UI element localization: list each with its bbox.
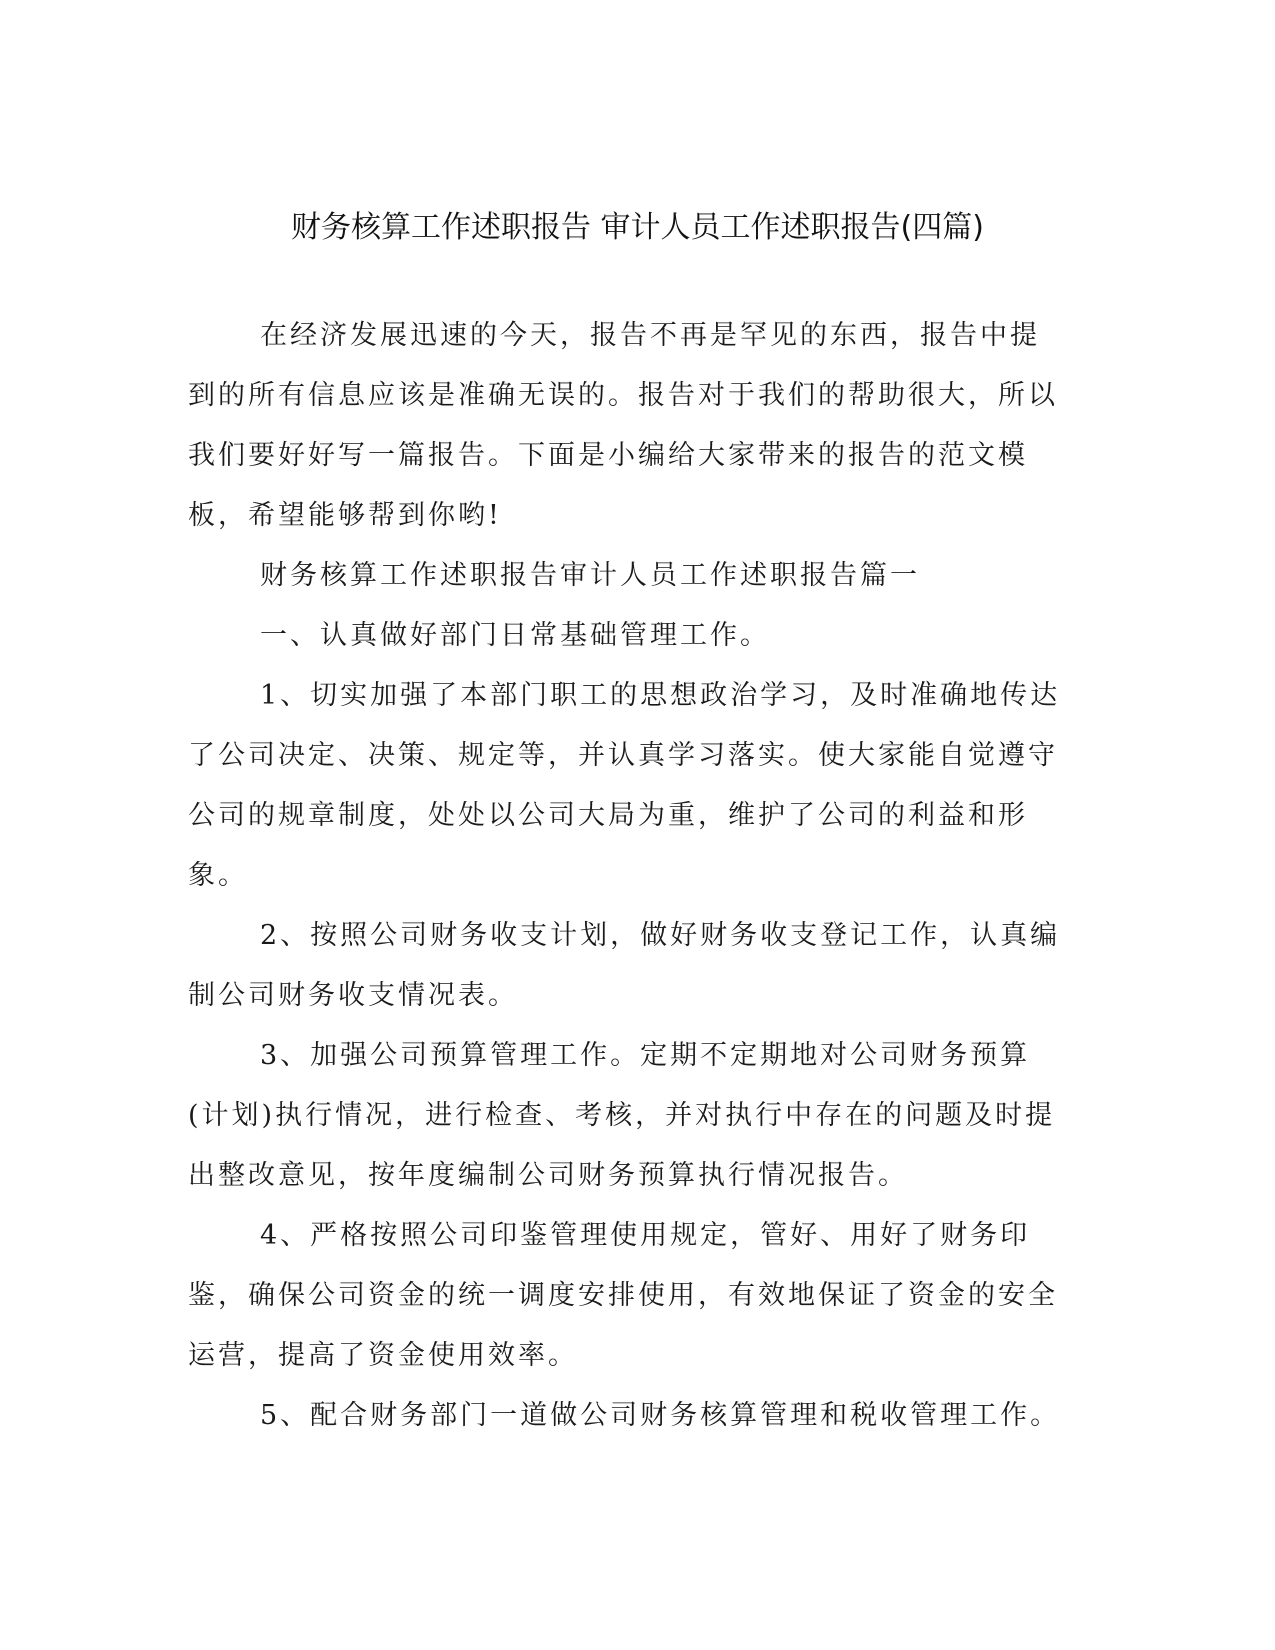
item-paragraph-3: 3、加强公司预算管理工作。定期不定期地对公司财务预算(计划)执行情况，进行检查、考核，并对执行中存在的问题及时提出整改意见，按年度编制公司财务预算执行情况报告。 bbox=[188, 1040, 1056, 1191]
subheading-daily-management: 一、认真做好部门日常基础管理工作。 bbox=[260, 620, 770, 651]
intro-paragraph: 在经济发展迅速的今天，报告不再是罕见的东西，报告中提到的所有信息应该是准确无误的。报告对于我们的帮助很大，所以我们要好好写一篇报告。下面是小编给大家带来的报告的范文模板，希望能够帮到你哟! bbox=[188, 320, 1058, 531]
item-paragraph-1: 1、切实加强了本部门职工的思想政治学习，及时准确地传达了公司决定、决策、规定等，并认真学习落实。使大家能自觉遵守公司的规章制度，处处以公司大局为重，维护了公司的利益和形象。 bbox=[188, 680, 1061, 891]
item-paragraph-4: 4、严格按照公司印鉴管理使用规定，管好、用好了财务印鉴，确保公司资金的统一调度安排使用，有效地保证了资金的安全运营，提高了资金使用效率。 bbox=[188, 1220, 1058, 1371]
item-paragraph-2: 2、按照公司财务收支计划，做好财务收支登记工作，认真编制公司财务收支情况表。 bbox=[188, 920, 1061, 1011]
section-heading-part-one: 财务核算工作述职报告审计人员工作述职报告篇一 bbox=[260, 560, 920, 591]
item-paragraph-5: 5、配合财务部门一道做公司财务核算管理和税收管理工作。 bbox=[260, 1400, 1061, 1431]
document-title: 财务核算工作述职报告 审计人员工作述职报告(四篇) bbox=[291, 210, 984, 245]
document-body bbox=[188, 306, 1068, 1446]
